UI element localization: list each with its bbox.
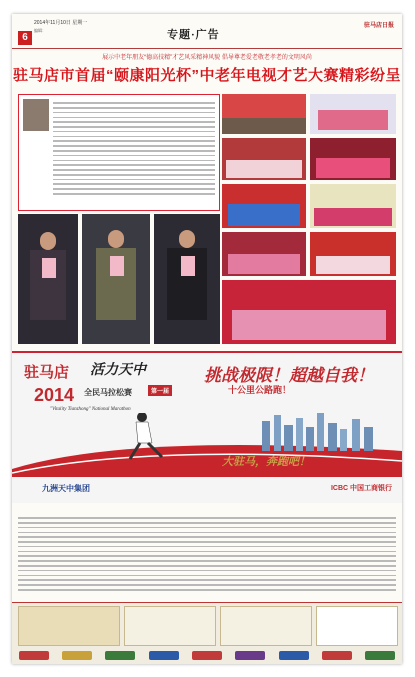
road-graphic <box>12 413 402 477</box>
stage-photo-6 <box>310 184 396 228</box>
ad-bank-logo: ICBC 中国工商银行 <box>330 485 392 492</box>
newspaper-page <box>12 14 402 664</box>
stage-photo-7 <box>222 232 306 276</box>
paper-name: 驻马店日报 <box>363 23 394 29</box>
ad-route: 十公里公路跑！ <box>228 385 292 395</box>
article-body-box <box>18 94 220 211</box>
sponsor-ads <box>12 602 402 664</box>
sponsor-logos <box>12 647 402 663</box>
stage-photo-2 <box>310 94 396 134</box>
stage-photo-3 <box>222 138 306 180</box>
speaker-photo-3 <box>154 214 220 344</box>
ad-edition: 第一届 <box>148 385 172 396</box>
sponsor-ad-4 <box>316 606 398 646</box>
article-headline: 驻马店市首届“颐康阳光杯”中老年电视才艺大赛精彩纷呈 <box>12 67 401 84</box>
masthead <box>12 14 402 49</box>
stage-photo-5 <box>222 184 306 228</box>
ad-english: "Vitality Tianzhong" National Marathon <box>50 407 131 412</box>
notice-body-text <box>18 514 396 594</box>
sponsor-ad-2 <box>124 606 216 646</box>
ad-bottom-slogan: 大驻马，奔跑吧！ <box>222 456 310 468</box>
ad-year: 2014 <box>34 385 75 405</box>
sponsor-ad-3 <box>220 606 312 646</box>
sponsor-ad-1 <box>18 606 120 646</box>
section-title: 专题·广告 <box>167 29 220 41</box>
article-subhead: 展示中老年朋友“德高技精”才艺风采精神风貌 倡导尊老爱老敬老孝老的文明风尚 <box>102 55 312 61</box>
author-portrait <box>23 99 49 131</box>
editor-line: 编辑： <box>34 28 46 33</box>
ad-city: 驻马店 <box>24 364 70 381</box>
stage-photo-9 <box>222 280 396 344</box>
article-body-text <box>53 99 215 198</box>
stage-photo-1 <box>222 94 306 134</box>
ad-slogan-1: 活力天中 <box>90 363 146 378</box>
marathon-notice <box>12 503 402 600</box>
stage-photo-8 <box>310 232 396 276</box>
speaker-photo-1 <box>18 214 78 344</box>
dateline: 2014年11月10日 星期一 <box>34 20 88 26</box>
ad-event: 全民马拉松赛 <box>84 388 132 397</box>
page-number: 6 <box>18 31 32 45</box>
speaker-photo-2 <box>82 214 150 344</box>
stage-photo-4 <box>310 138 396 180</box>
ad-slogan-2: 挑战极限！超越自我！ <box>204 366 374 385</box>
ad-group-logo: 九洲天中集团 <box>42 484 90 493</box>
marathon-ad <box>12 351 402 503</box>
